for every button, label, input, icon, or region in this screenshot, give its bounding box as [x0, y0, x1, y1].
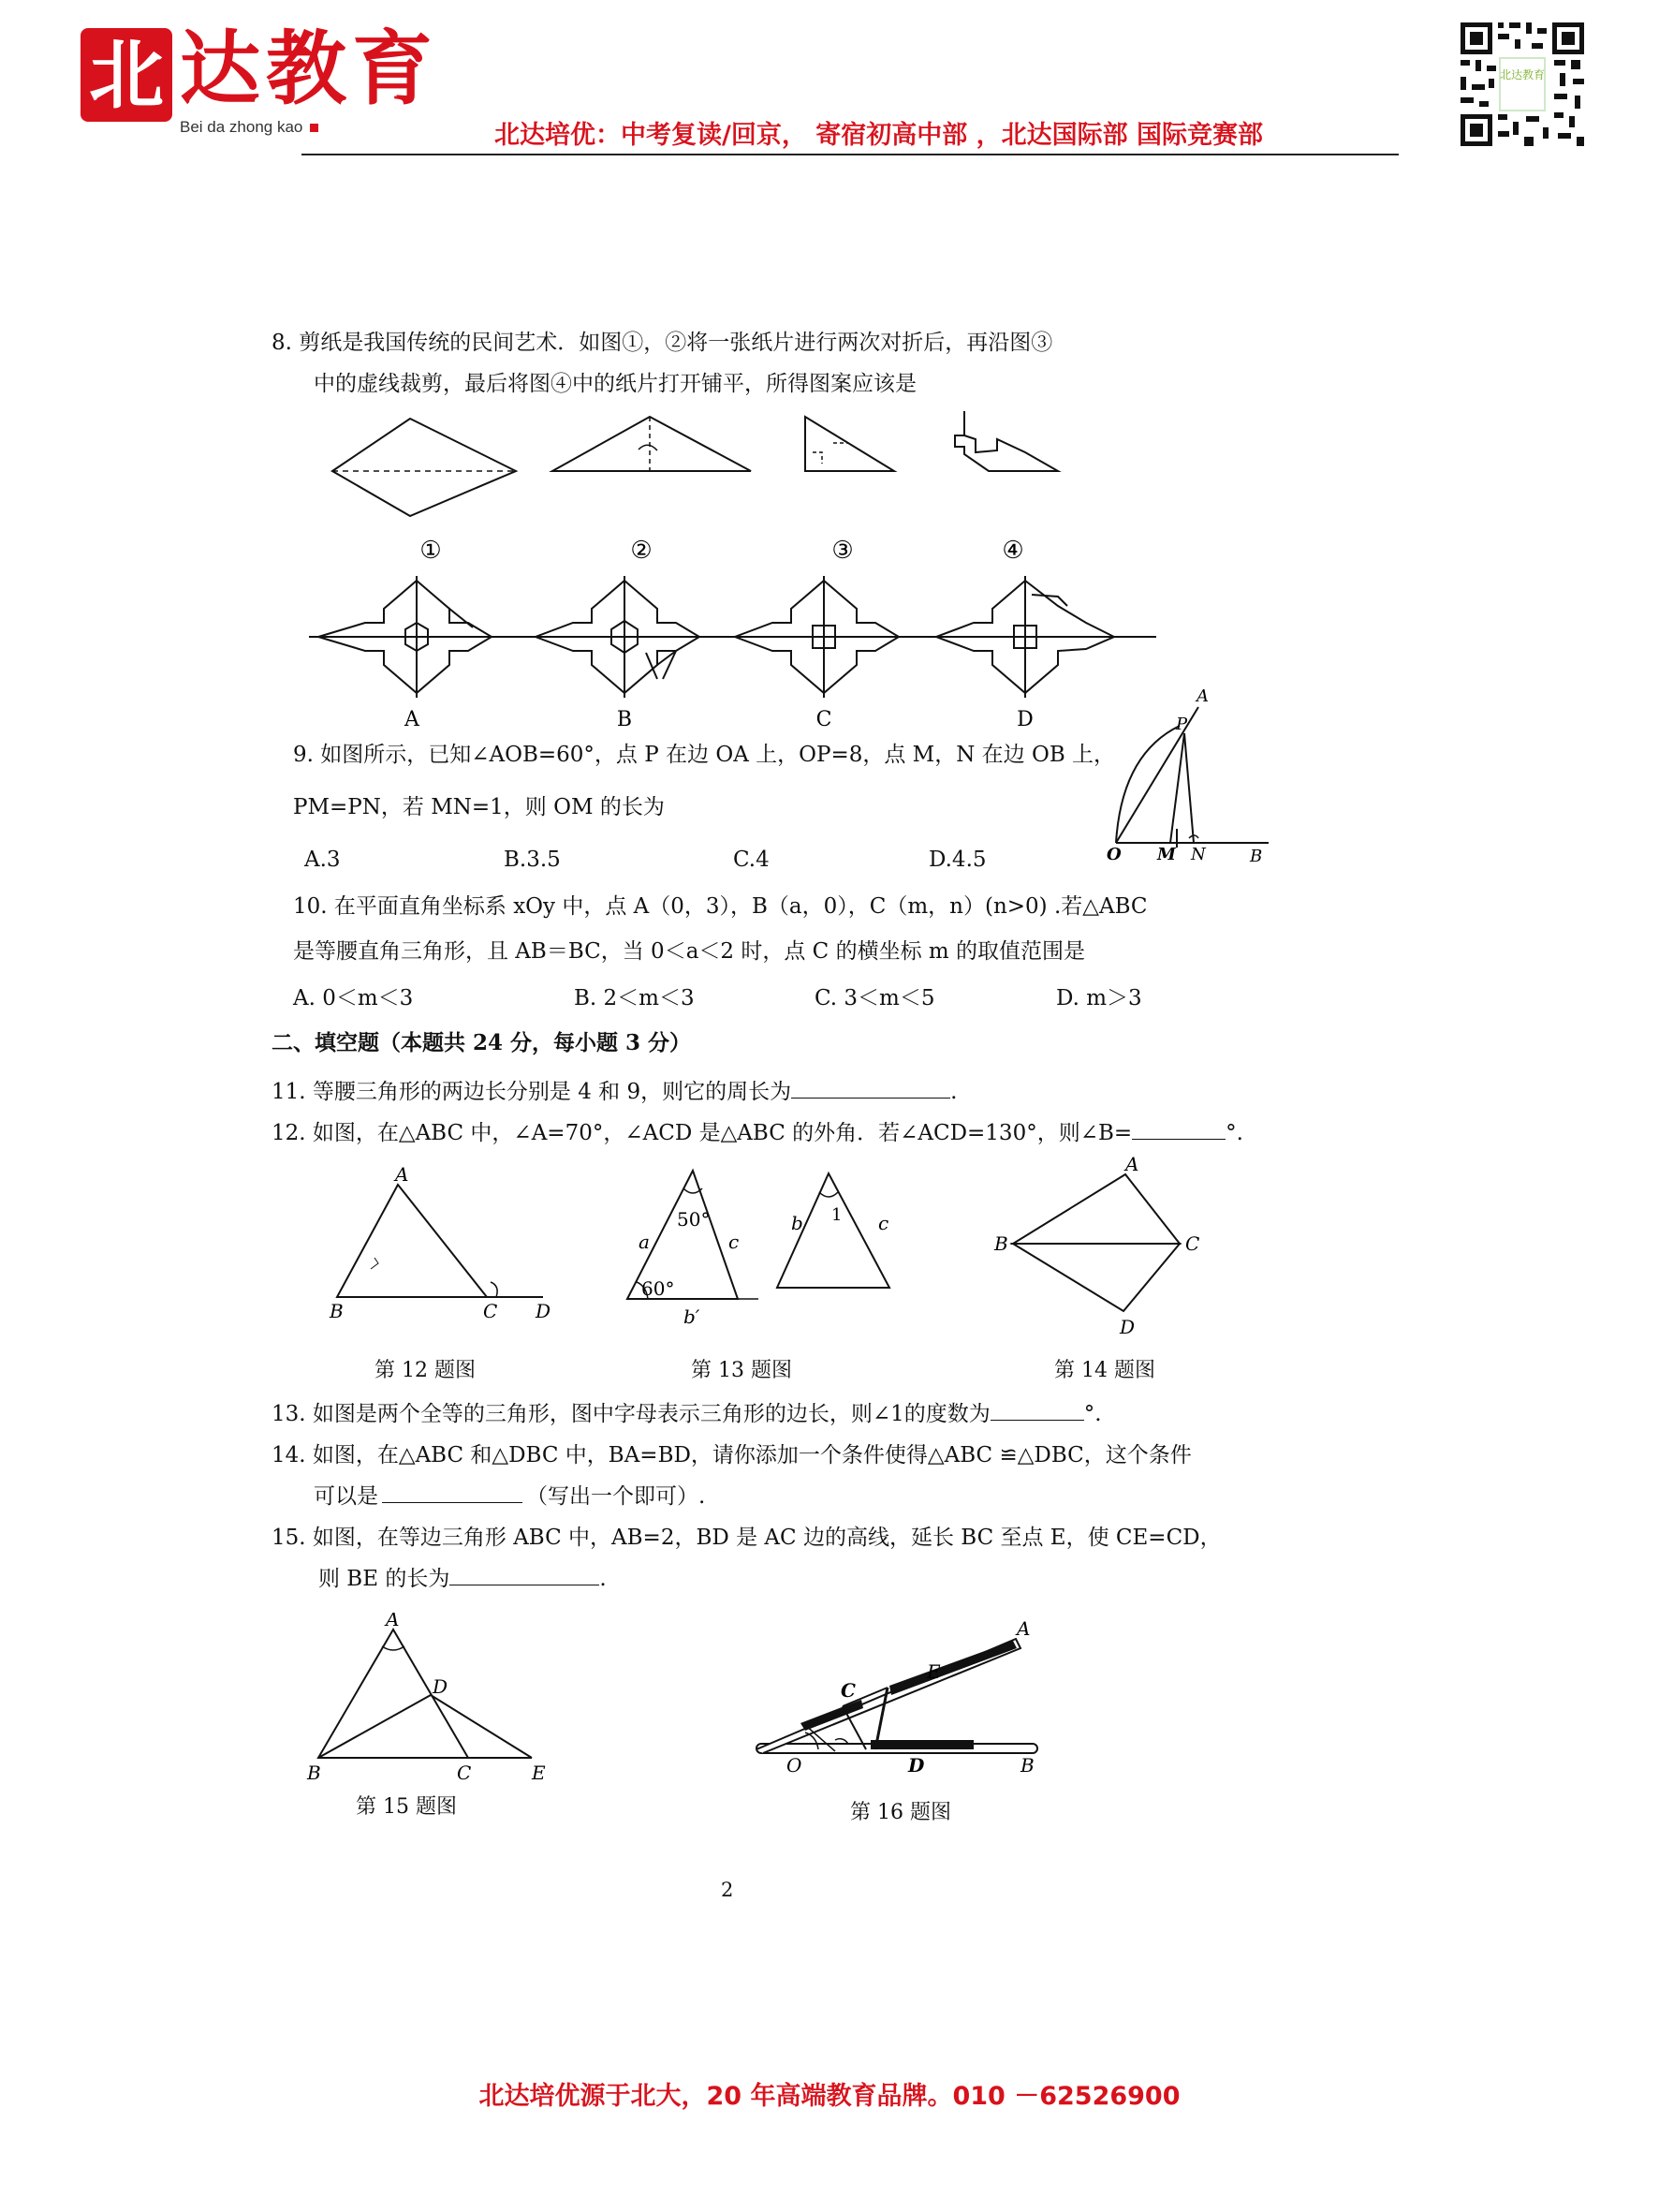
- fig13-angle-1: 1: [831, 1205, 843, 1225]
- header-slogan: 北达培优：中考复读/回京， 寄宿初高中部 ，北达国际部 国际竞赛部: [494, 121, 1264, 150]
- fig16-label-d: D: [908, 1754, 925, 1777]
- q8-option-label-a: A: [404, 708, 419, 731]
- fig15-caption: 第 15 题图: [356, 1795, 457, 1819]
- q15-line1: 15. 如图，在等边三角形 ABC 中，AB=2，BD 是 AC 边的高线，延长 BC 至点 E，使 CE=CD，: [272, 1526, 1222, 1550]
- q8-step1-shape: [332, 419, 516, 516]
- fig14-figure: [992, 1154, 1217, 1341]
- q9-option-b: B.3.5: [504, 848, 561, 872]
- q14-line1: 14. 如图，在△ABC 和△DBC 中，BA=BD，请你添加一个条件使得△ABC ≌△DBC，这个条件: [272, 1443, 1192, 1467]
- q9-label-p: P: [1176, 715, 1188, 734]
- q8-line2: 中的虚线裁剪，最后将图④中的纸片打开铺平，所得图案应该是: [314, 372, 917, 396]
- fig13-angle-60: 60°: [641, 1277, 675, 1300]
- q15-answer-blank[interactable]: [449, 1566, 599, 1585]
- q12-answer-blank[interactable]: [1132, 1120, 1226, 1140]
- fig16-figure: [749, 1620, 1049, 1789]
- q9-option-d: D.4.5: [929, 848, 987, 872]
- fig13-label-b-prime: b′: [683, 1305, 700, 1328]
- fig12-label-a: A: [395, 1166, 409, 1186]
- fig16-label-e: E: [927, 1660, 941, 1683]
- fig16-label-c: C: [841, 1679, 856, 1702]
- q9-option-a: A.3: [304, 848, 341, 872]
- q15-line2a: 则 BE 的长为: [318, 1567, 450, 1591]
- q10-option-d: D. m＞3: [1056, 986, 1142, 1010]
- q11: [272, 1077, 957, 1107]
- q9-figure: [1095, 688, 1273, 866]
- qr-center-text: 北达教育: [1499, 68, 1546, 81]
- q10-option-b: B. 2＜m＜3: [574, 986, 695, 1010]
- q13: [272, 1399, 1102, 1429]
- fig16-caption: 第 16 题图: [850, 1801, 951, 1824]
- q8-step-label-2: ②: [630, 537, 653, 565]
- q15-line2: [318, 1564, 607, 1594]
- q12-text: 12. 如图，在△ABC 中，∠A=70°，∠ACD 是△ABC 的外角．若∠ACD=130°，则∠B=: [272, 1121, 1133, 1145]
- fig13-label-c2: c: [878, 1212, 889, 1234]
- fig13-caption: 第 13 题图: [691, 1359, 792, 1382]
- q11-end: .: [950, 1080, 958, 1104]
- q9-label-b: B: [1250, 847, 1263, 866]
- q10-line1: 10. 在平面直角坐标系 xOy 中，点 A（0，3），B（a，0），C（m，n）(n>0) .若△ABC: [293, 894, 1148, 919]
- fig15-label-a: A: [386, 1613, 400, 1630]
- fig15-label-e: E: [532, 1762, 546, 1784]
- q8-step-label-1: ①: [419, 537, 442, 565]
- fig12-triangle: [329, 1166, 551, 1322]
- fig12-label-b: B: [330, 1300, 344, 1322]
- fig13-angle-50: 50°: [677, 1208, 711, 1231]
- q10-line2: 是等腰直角三角形，且 AB＝BC，当 0＜a＜2 时，点 C 的横坐标 m 的取值范围是: [293, 939, 1086, 964]
- q10-option-c: C. 3＜m＜5: [815, 986, 935, 1010]
- fig14-label-d: D: [1120, 1316, 1136, 1338]
- q13-text: 13. 如图是两个全等的三角形，图中字母表示三角形的边长，则∠1的度数为: [272, 1402, 991, 1426]
- logo-text: 达教育: [180, 22, 438, 116]
- logo-subtitle-dot: [310, 124, 318, 132]
- fig13-triangles: [627, 1171, 889, 1328]
- q9-option-c: C.4: [733, 848, 770, 872]
- fig15-label-b: B: [307, 1762, 321, 1784]
- logo-subtitle: [180, 118, 318, 137]
- q8-option-label-b: B: [616, 708, 633, 731]
- page-number: 2: [721, 1879, 734, 1901]
- fig12-label-c: C: [483, 1300, 498, 1322]
- q8-step-label-4: ④: [1002, 537, 1024, 565]
- q9-label-o: O: [1107, 845, 1122, 864]
- q12-end: °.: [1226, 1121, 1243, 1145]
- q14-line2: [314, 1482, 705, 1512]
- fig16-label-b: B: [1020, 1754, 1035, 1777]
- q9-label-n: N: [1191, 845, 1206, 864]
- logo-char: 北: [89, 31, 164, 119]
- q9-line2: PM=PN，若 MN=1，则 OM 的长为: [293, 795, 665, 819]
- qr-code: [1457, 19, 1588, 150]
- q11-text: 11. 等腰三角形的两边长分别是 4 和 9，则它的周长为: [272, 1080, 792, 1104]
- fig16-label-o: O: [786, 1754, 802, 1777]
- footer-slogan: 北达培优源于北大，20 年高端教育品牌。010 －62526900: [478, 2082, 1181, 2111]
- q8-figure: [309, 398, 1170, 735]
- fig12-label-d: D: [536, 1300, 551, 1322]
- q8-step-label-3: ③: [831, 537, 854, 565]
- q11-answer-blank[interactable]: [791, 1079, 950, 1099]
- header-divider: [301, 154, 1399, 155]
- q15-line2b: .: [599, 1567, 607, 1591]
- q9-label-a: A: [1197, 688, 1209, 706]
- q13-end: °.: [1083, 1402, 1102, 1426]
- q8-option-label-d: D: [1017, 708, 1034, 731]
- q9-line1: 9. 如图所示，已知∠AOB=60°，点 P 在边 OA 上，OP=8，点 M，N 在边 OB 上，: [293, 743, 1116, 767]
- fig13-label-b: b: [791, 1212, 803, 1234]
- logo-subtitle-text: Bei da zhong kao: [180, 118, 303, 136]
- fig15-label-d: D: [433, 1675, 448, 1698]
- fig15-figure: [300, 1613, 562, 1791]
- q8-line1: 8. 剪纸是我国传统的民间艺术．如图①，②将一张纸片进行两次对折后，再沿图③: [272, 331, 1053, 355]
- fig14-label-b: B: [994, 1232, 1008, 1255]
- q14-line2b: （写出一个即可）.: [526, 1484, 706, 1509]
- fig14-caption: 第 14 题图: [1054, 1359, 1155, 1382]
- fig14-label-a: A: [1125, 1154, 1139, 1175]
- q10-option-a: A. 0＜m＜3: [293, 986, 414, 1010]
- q12: [272, 1118, 1243, 1148]
- q8-step3-shape: [805, 417, 894, 471]
- q9-label-m: M: [1157, 845, 1176, 864]
- q8-option-label-c: C: [815, 708, 832, 731]
- section2-title: 二、填空题（本题共 24 分，每小题 3 分）: [272, 1030, 692, 1055]
- fig16-label-a: A: [1017, 1620, 1031, 1640]
- q13-answer-blank[interactable]: [991, 1401, 1084, 1421]
- fig15-label-c: C: [457, 1762, 472, 1784]
- fig13-label-a: a: [639, 1231, 650, 1253]
- fig12-caption: 第 12 题图: [374, 1359, 476, 1382]
- q8-step4-shape: [955, 411, 1058, 471]
- q14-answer-blank[interactable]: [382, 1483, 522, 1503]
- q14-line2a: 可以是: [314, 1484, 378, 1509]
- q8-step2-shape: [552, 417, 751, 471]
- fig14-label-c: C: [1185, 1232, 1200, 1255]
- fig13-label-c: c: [728, 1231, 740, 1253]
